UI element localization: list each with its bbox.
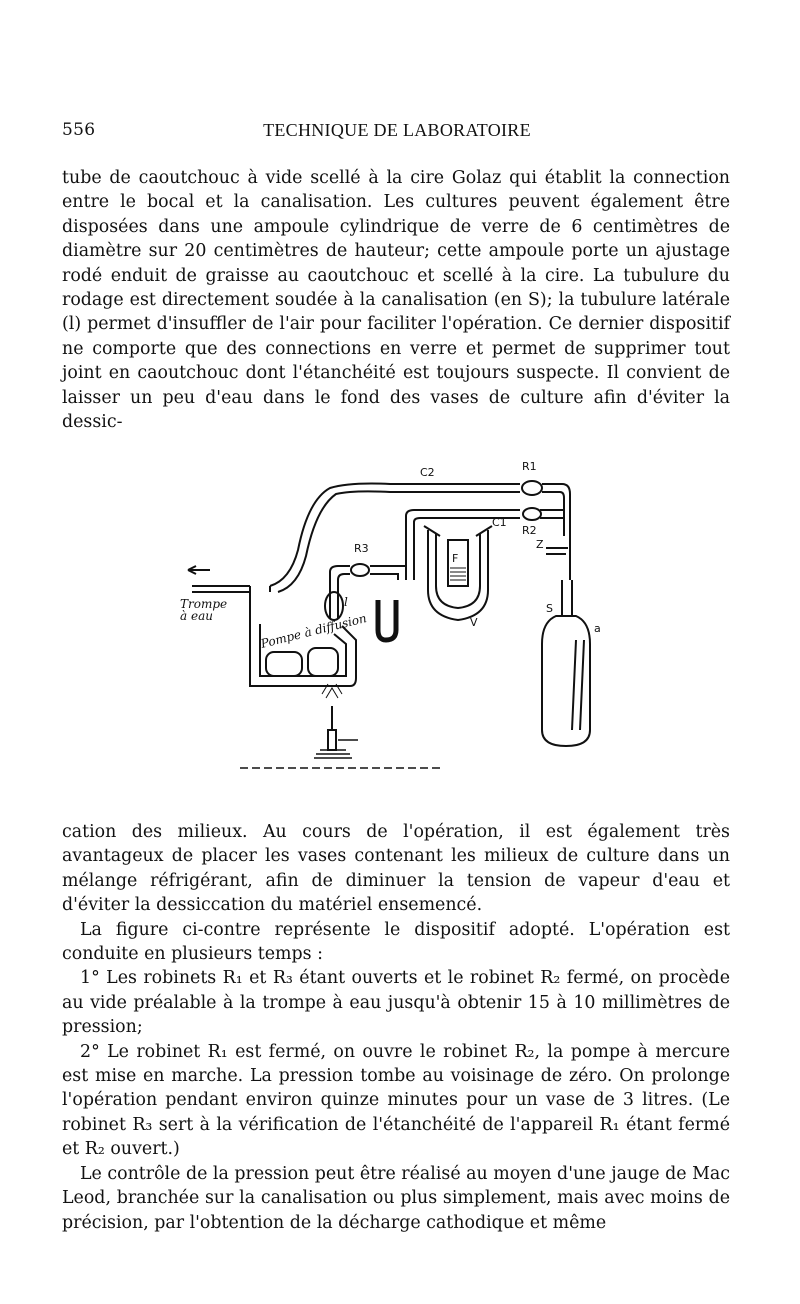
pump-chamber-right [308, 648, 338, 676]
u-tube [378, 600, 396, 640]
label-c1: C1 [492, 516, 507, 529]
paragraph: cation des milieux. Au cours de l'opération, il est également très avantageux de placer les vases contenant les milieux de culture dans un mélange réfrigérant, afin de diminuer la tension de vapeur d'eau et d'éviter la dessiccation du matériel ensemencé. [62, 822, 730, 916]
paragraph: Le contrôle de la pression peut être réalisé au moyen d'une jauge de Mac Leod, branchée sur la canalisation ou plus simplement, mais avec moins de précision, par l'obtention de la décharge cathodique et même [62, 1163, 730, 1233]
culture-tube [572, 640, 584, 730]
label-c2: C2 [420, 466, 435, 479]
burner [328, 706, 336, 750]
running-title: TECHNIQUE DE LABORATOIRE [263, 120, 531, 140]
label-trompe: Trompe [180, 597, 228, 611]
pipe-c2 [270, 484, 520, 587]
z-tube [546, 548, 568, 554]
label-r1: R1 [522, 460, 537, 473]
label-z: Z [536, 538, 544, 551]
label-trompe-2: à eau [180, 609, 213, 623]
pump-valve [325, 592, 343, 620]
tap-r3 [351, 564, 369, 576]
pump-chamber-left [266, 652, 302, 676]
label-v: V [470, 616, 478, 629]
trompe-pipe [192, 586, 250, 592]
body-text-top [62, 166, 730, 434]
paragraph: 1° Les robinets R₁ et R₃ étant ouverts et le robinet R₂ fermé, on procède au vide préalable à la trompe à eau jusqu'à obtenir 15 à 10 millimètres de pression; [62, 968, 730, 1038]
tap-r2 [523, 508, 541, 520]
label-pompe: Pompe à diffusion [259, 611, 368, 651]
paragraph: 2° Le robinet R₁ est fermé, on ouvre le robinet R₂, la pompe à mercure est mise en marche. La pression tombe au voisinage de zéro. On prolonge l'opération pendant environ quinze minutes pour un vase de 3 litres. (Le robinet R₃ sert à la vérification de l'étanchéité de l'appareil R₁ étant fermé et R₂ ouvert.) [62, 1041, 730, 1160]
label-r3: R3 [354, 542, 369, 555]
body-text-bottom [62, 820, 730, 1235]
tap-r1 [522, 481, 542, 495]
label-f: F [452, 552, 459, 565]
label-s: S [546, 602, 553, 615]
label-r2: R2 [522, 524, 537, 537]
label-l: l [344, 595, 348, 609]
paragraph: tube de caoutchouc à vide scellé à la cire Golaz qui établit la connection entre le bocal et la canalisation. Les cultures peuvent également être disposées dans une ampoule cylindrique de verre de 6 centimètres de diamètre sur 20 centimètres de hauteur; cette ampoule porte un ajustage rodé enduit de graisse au caoutchouc et scellé à la cire. La tubulure du rodage est directement soudée à la canalisation (en S); la tubulure latérale (l) permet d'insuffler de l'air pour faciliter l'opération. Ce dernier dispositif ne comporte que des connections en verre et permet de supprimer tout joint en caoutchouc dont l'étanchéité est toujours suspecte. Il convient de laisser un peu d'eau dans le fond des vases de culture afin d'éviter la dessic- [62, 168, 730, 433]
label-a: a [594, 622, 601, 635]
apparatus-figure [170, 430, 630, 790]
apparatus-diagram [170, 430, 630, 790]
paragraph: La figure ci-contre représente le dispositif adopté. L'opération est conduite en plusieurs temps : [62, 919, 730, 965]
page-header [62, 120, 732, 144]
page-number: 556 [62, 120, 96, 140]
